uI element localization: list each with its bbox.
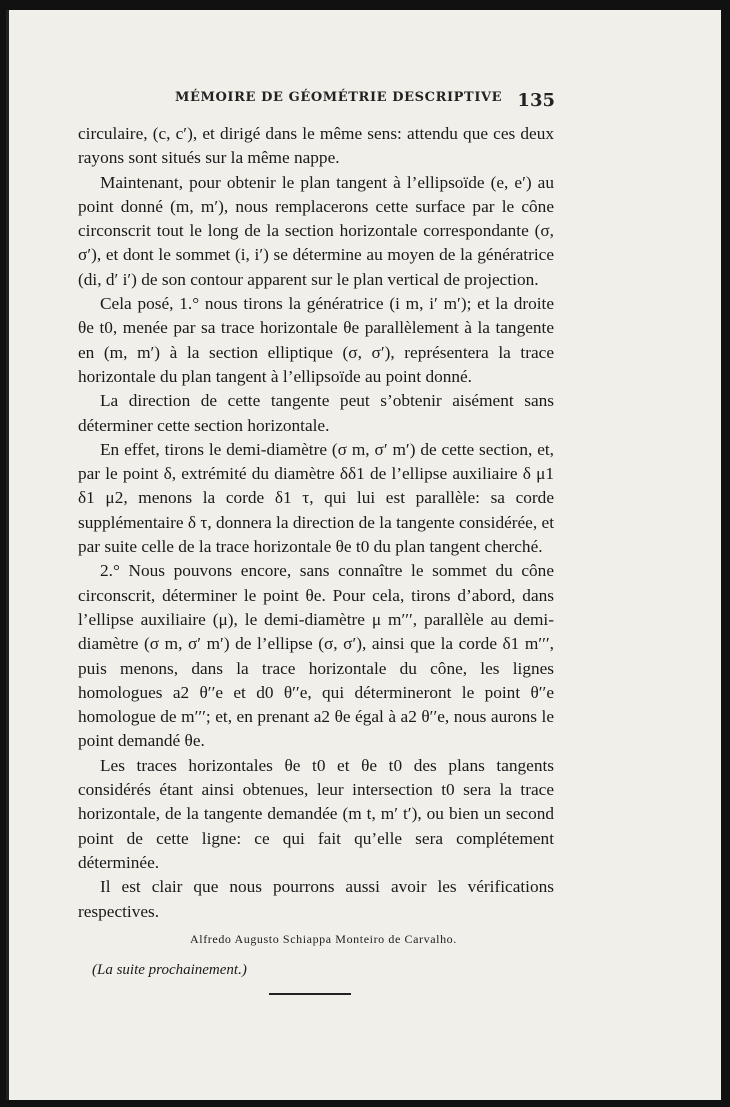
- closing-rule: [269, 993, 351, 995]
- paragraph-3: Cela posé, 1.° nous tirons la génératrice (i m, i′ m′); et la droite θe t0, menée par sa trace horizontale θe parallèlement à la tangente en (m, m′) à la section elliptique (σ, σ′), représentera la trace horizontale du plan tangent à l’ellipsoïde au point donné.: [78, 294, 554, 386]
- running-header: [175, 90, 555, 111]
- paragraph-1: circulaire, (c, c′), et dirigé dans le même sens: attendu que ces deux rayons sont situés sur la même nappe.: [78, 124, 554, 168]
- page-number: 135: [517, 90, 555, 111]
- header-title: MÉMOIRE DE GÉOMÉTRIE DESCRIPTIVE: [175, 90, 503, 105]
- body-text: [78, 122, 554, 924]
- paragraph-8: Il est clair que nous pourrons aussi avoir les vérifications respectives.: [78, 877, 554, 921]
- paragraph-4: La direction de cette tangente peut s’obtenir aisément sans déterminer cette section horizontale.: [78, 391, 554, 435]
- continuation-note: (La suite prochainement.): [92, 962, 247, 978]
- paragraph-5: En effet, tirons le demi-diamètre (σ m, σ′ m′) de cette section, et, par le point δ, extrémité du diamètre δδ1 de l’ellipse auxiliaire δ μ1 δ1 μ2, menons la corde δ1 τ, qui lui est parallèle: sa corde supplémentaire δ τ, donnera la direction de la tangente considérée, et par suite celle de la trace horizontale θe t0 du plan tangent cherché.: [78, 439, 554, 557]
- paragraph-2: Maintenant, pour obtenir le plan tangent à l’ellipsoïde (e, e′) au point donné (m, m′), nous remplacerons cette surface par le cône circonscrit tout le long de la section horizontale correspondante (σ, σ′), et dont le sommet (i, i′) se détermine au moyen de la génératrice (di, d′ i′) de son contour apparent sur le plan vertical de projection.: [78, 172, 554, 289]
- paragraph-6: 2.° Nous pouvons encore, sans connaître le sommet du cône circonscrit, déterminer le point θe. Pour cela, tirons d’abord, dans l’ellipse auxiliaire (μ), le demi-diamètre μ m′′′, parallèle au demi-diamètre (σ m, σ′ m′) de l’ellipse (σ, σ′), ainsi que la corde δ1 m′′′, puis menons, dans la trace horizontale du cône, les lignes homologues a2 θ′′e et d0 θ′′e, qui détermineront le point θ′′e homologue de m′′′; et, en prenant a2 θe égal à a2 θ′′e, nous aurons le point demandé θe.: [78, 561, 554, 751]
- author-signature: Alfredo Augusto Schiappa Monteiro de Carvalho.: [190, 932, 457, 946]
- paragraph-7: Les traces horizontales θe t0 et θe t0 des plans tangents considérés étant ainsi obtenues, leur intersection t0 sera la trace horizontale, de la tangente demandée (m t, m′ t′), ou bien un second point de cette ligne: ce qui fait qu’elle sera complétement déterminée.: [78, 755, 554, 872]
